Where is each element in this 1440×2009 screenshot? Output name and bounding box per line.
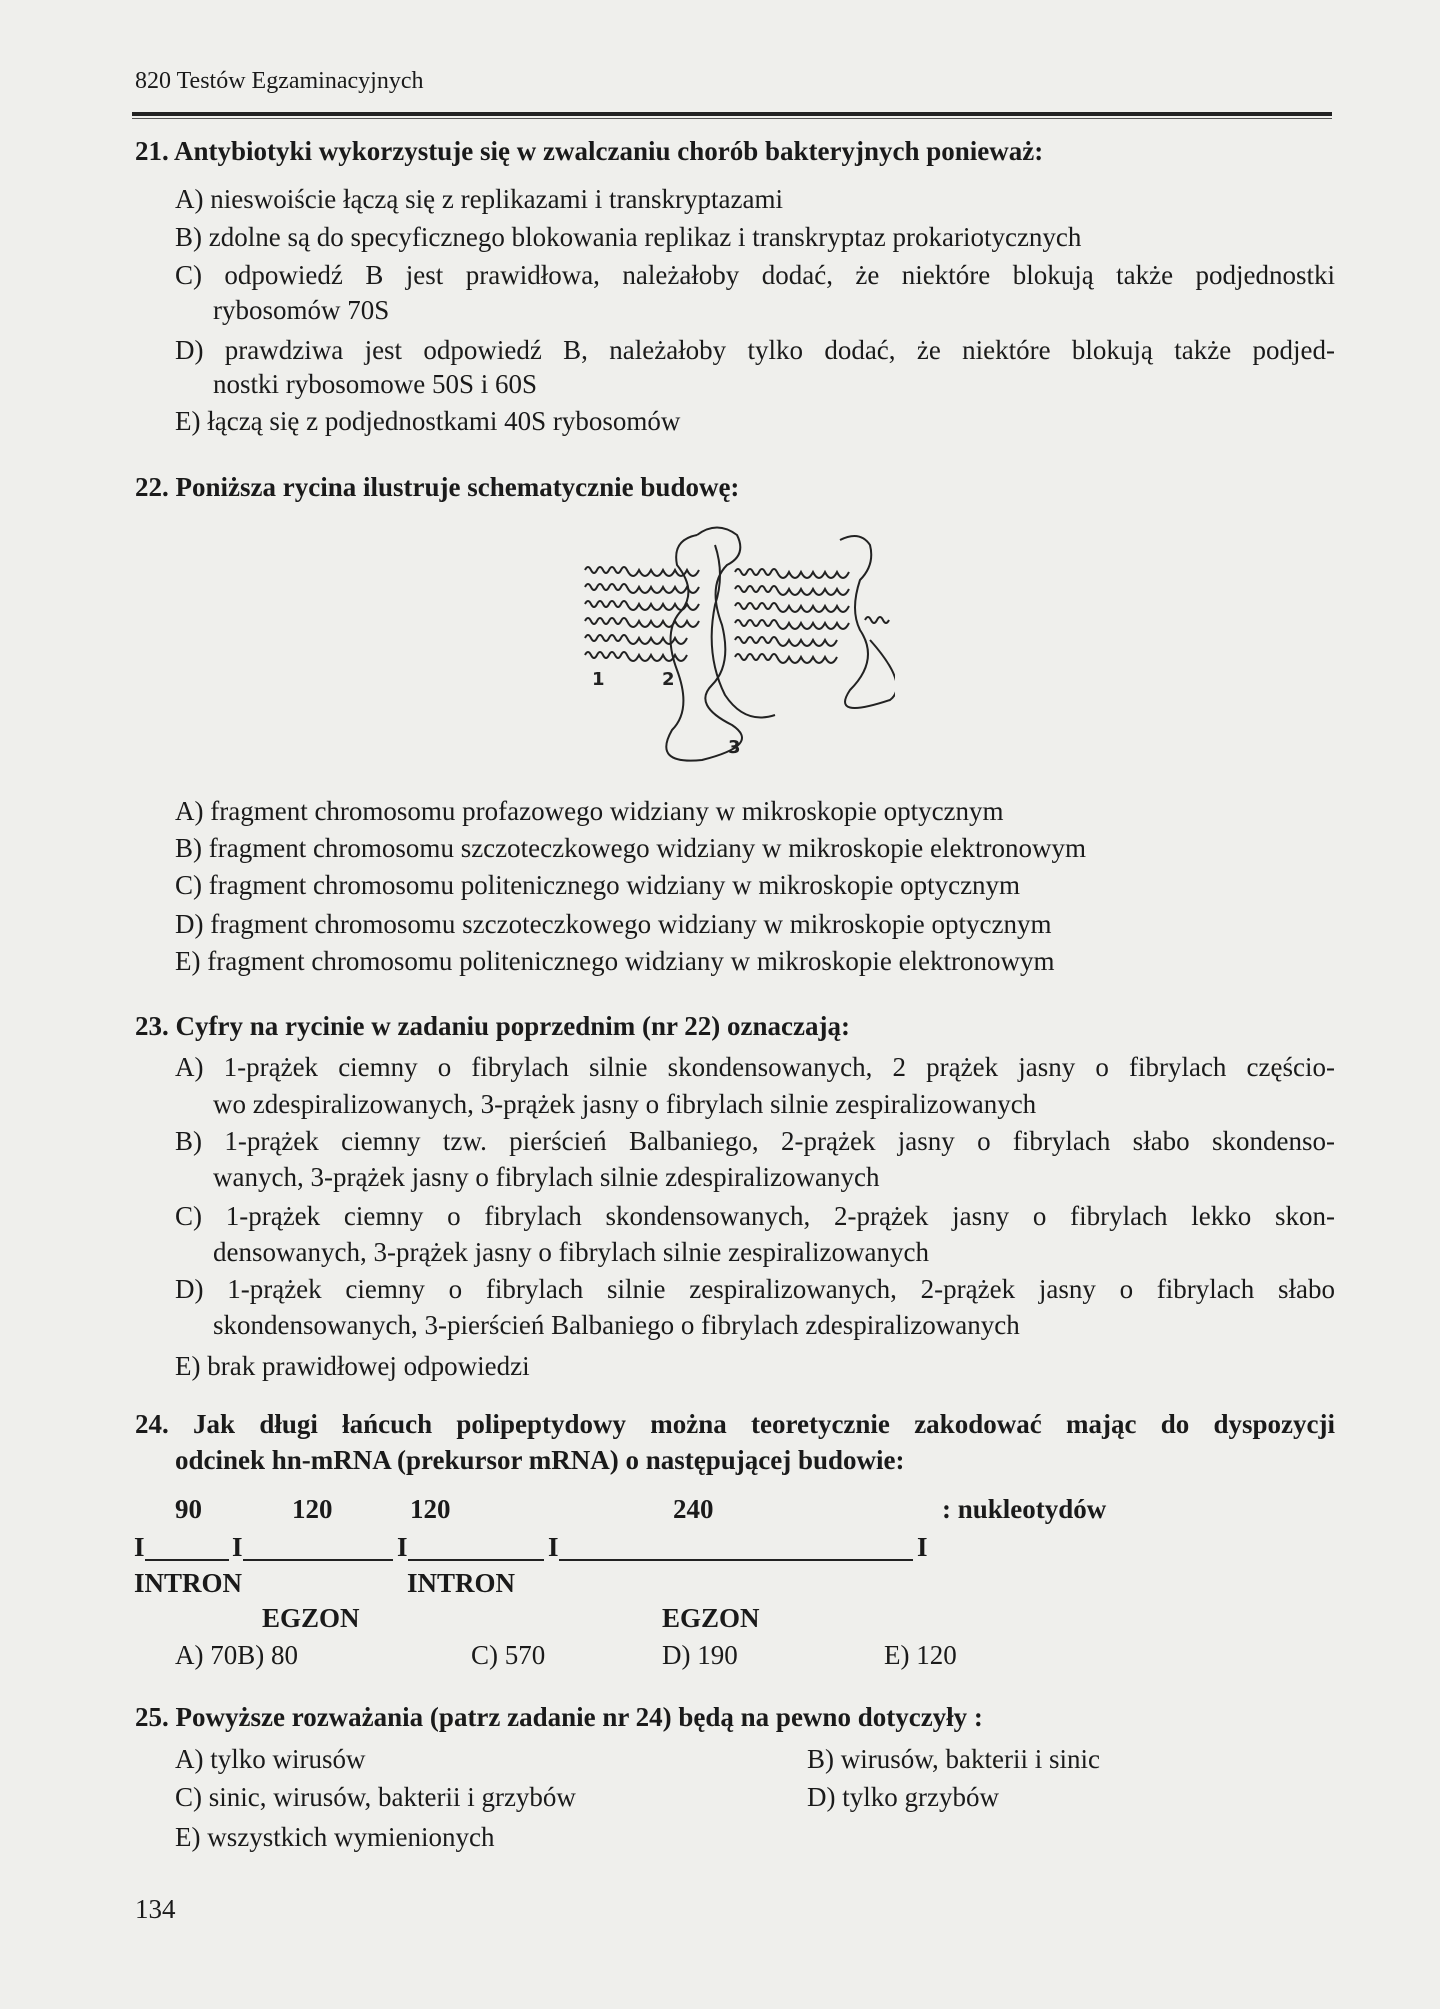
q21-option-c: C) odpowiedź B jest prawidłowa, należałoby dodać, że niektóre blokują także podjednostki [175,260,1335,290]
egzon-label-1: EGZON [262,1603,360,1633]
q21-option-d: D) prawdziwa jest odpowiedź B, należałoby tylko dodać, że niektóre blokują także podjed- [175,335,1335,365]
question-23-title: 23. Cyfry na rycinie w zadaniu poprzednim (nr 22) oznaczają: [135,1011,850,1041]
q23-option-d: D) 1-prążek ciemny o fibrylach silnie zespiralizowanych, 2-prążek jasny o fibrylach słabo [175,1274,1335,1304]
boundary-marker: I [917,1532,928,1562]
page-number: 134 [135,1894,176,1924]
boundary-marker: I [232,1532,243,1562]
length-unit: : nukleotydów [942,1494,1107,1524]
figure-label-2: 2 [662,669,675,690]
q24-answer-e: E) 120 [884,1640,957,1670]
q24-answer-ab: A) 70B) 80 [175,1640,298,1670]
q24-answer-c: C) 570 [471,1640,546,1670]
q23-option-d-cont: skondensowanych, 3-pierścień Balbaniego o fibrylach zdespiralizowanych [213,1310,1020,1340]
q21-option-c-cont: rybosomów 70S [213,295,390,325]
q22-option-e: E) fragment chromosomu politenicznego widziany w mikroskopie elektronowym [175,946,1055,976]
question-24-title-cont: odcinek hn-mRNA (prekursor mRNA) o następującej budowie: [175,1445,905,1475]
q24-answer-d: D) 190 [662,1640,738,1670]
question-25-title: 25. Powyższe rozważania (patrz zadanie nr 24) będą na pewno dotyczyły : [135,1702,983,1732]
boundary-marker: I [548,1532,559,1562]
q23-option-b: B) 1-prążek ciemny tzw. pierścień Balbaniego, 2-prążek jasny o fibrylach słabo skondenso- [175,1126,1335,1156]
header-rule [132,112,1332,116]
length-exon-2: 240 [673,1494,714,1524]
q23-option-a: A) 1-prążek ciemny o fibrylach silnie skondensowanych, 2 prążek jasny o fibrylach częścio- [175,1052,1335,1082]
q22-option-b: B) fragment chromosomu szczoteczkowego widziany w mikroskopie elektronowym [175,833,1086,863]
length-intron-1: 90 [175,1494,202,1524]
length-intron-2: 120 [410,1494,451,1524]
q21-option-a: A) nieswoiście łączą się z replikazami i transkryptazami [175,184,783,214]
egzon-label-2: EGZON [662,1603,760,1633]
figure-label-3: 3 [728,737,741,758]
q23-option-c: C) 1-prążek ciemny o fibrylach skondensowanych, 2-prążek jasny o fibrylach lekko skon- [175,1201,1335,1231]
q25-option-e: E) wszystkich wymienionych [175,1822,495,1852]
q23-option-a-cont: wo zdespiralizowanych, 3-prążek jasny o fibrylach silnie zespiralizowanych [213,1089,1037,1119]
q21-option-d-cont: nostki rybosomowe 50S i 60S [213,369,538,399]
q22-option-c: C) fragment chromosomu politenicznego widziany w mikroskopie optycznym [175,870,1021,900]
q22-option-a: A) fragment chromosomu profazowego widziany w mikroskopie optycznym [175,796,1004,826]
q25-option-b: B) wirusów, bakterii i sinic [807,1744,1100,1774]
intron-label-2: INTRON [407,1568,516,1598]
question-22-title: 22. Poniższa rycina ilustruje schematycznie budowę: [135,472,740,502]
q23-option-e: E) brak prawidłowej odpowiedzi [175,1351,530,1381]
intron-segment [145,1559,229,1561]
q25-option-a: A) tylko wirusów [175,1744,366,1774]
q21-option-b: B) zdolne są do specyficznego blokowania replikaz i transkryptaz prokariotycznych [175,222,1082,252]
boundary-marker: I [397,1532,408,1562]
header-rule-thin [132,118,1332,119]
length-exon-1: 120 [292,1494,333,1524]
figure-label-1: 1 [592,669,605,690]
q23-option-c-cont: densowanych, 3-prążek jasny o fibrylach silnie zespiralizowanych [213,1237,929,1267]
question-21-title: 21. Antybiotyki wykorzystuje się w zwalczaniu chorób bakteryjnych ponieważ: [135,136,1044,166]
q23-option-b-cont: wanych, 3-prążek jasny o fibrylach silnie zdespiralizowanych [213,1162,880,1192]
q25-option-d: D) tylko grzybów [807,1782,999,1812]
question-24-title: 24. Jak długi łańcuch polipeptydowy można teoretycznie zakodować mając do dyspozycji [135,1409,1335,1439]
q21-option-e: E) łączą się z podjednostkami 40S rybosomów [175,406,681,436]
exon-segment [243,1559,393,1561]
q25-option-c: C) sinic, wirusów, bakterii i grzybów [175,1782,576,1812]
intron-segment [408,1559,544,1561]
boundary-marker: I [134,1532,145,1562]
intron-label-1: INTRON [134,1568,243,1598]
exon-segment [559,1559,913,1561]
running-header: 820 Testów Egzaminacyjnych [135,68,424,94]
q22-option-d: D) fragment chromosomu szczoteczkowego widziany w mikroskopie optycznym [175,909,1052,939]
polytene-chromosome-figure [575,525,895,765]
